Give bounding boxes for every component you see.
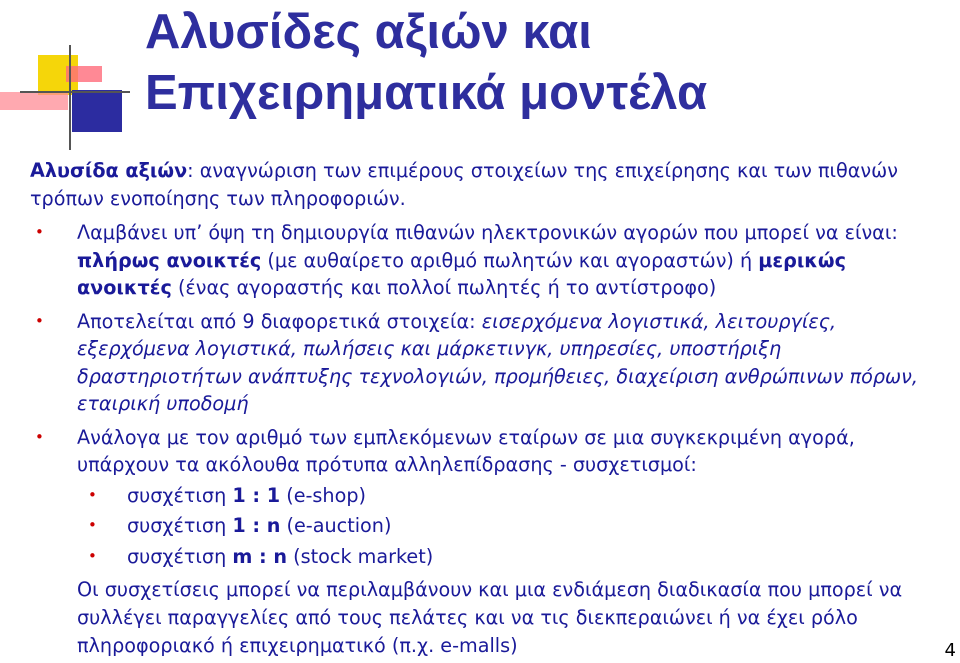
- bullet-bold: πλήρως ανοικτές: [77, 248, 262, 272]
- sub-bullet-relation: 1 : 1: [232, 483, 281, 507]
- sub-bullet-item: [77, 482, 945, 510]
- bullet-text: Ανάλογα με τον αριθμό των εμπλεκόμενων εταίρων σε μια συγκεκριμένη αγορά, υπάρχουν τα ακόλουθα πρότυπα αλληλεπίδρασης - συσχετισμοί:: [77, 425, 855, 476]
- closing-paragraph: Οι συσχετίσεις μπορεί να περιλαμβάνουν και μια ενδιάμεση διαδικασία που μπορεί να συλλέγει παραγγελίες από τους πελάτες και να τις διεκπεραιώνει ή να έχει ρόλο πληροφοριακό ή επιχειρηματικό (π.χ. e-malls): [77, 578, 903, 657]
- intro-term: Αλυσίδα αξιών: [30, 159, 188, 182]
- bullet-bold: μερικώς ανοικτές: [77, 248, 846, 299]
- sub-bullet-note: (stock market): [287, 544, 434, 568]
- slide-content: [30, 157, 945, 660]
- bullet-item-interaction-patterns: [30, 424, 945, 571]
- sub-bullet-relation: m : n: [232, 544, 288, 568]
- sub-bullet-label: συσχέτιση: [127, 514, 233, 537]
- bullet-item-components: [30, 308, 945, 418]
- bullet-text: (με αυθαίρετο αριθμό πωλητών και αγοραστών) ή: [261, 248, 759, 272]
- sub-bullet-note: (e-auction): [280, 514, 392, 537]
- bullet-text: Λαμβάνει υπ’ όψη τη δημιουργία πιθανών ηλεκτρονικών αγορών που μπορεί να είναι:: [77, 221, 898, 244]
- sub-bullet-label: συσχέτιση: [127, 544, 233, 568]
- page-number: 4: [944, 640, 956, 661]
- title-line-1: Αλυσίδες αξιών και: [145, 5, 592, 59]
- bullet-list: [30, 219, 945, 570]
- title-line-2: Επιχειρηματικά μοντέλα: [145, 66, 708, 120]
- bullet-text: (ένας αγοραστής και πολλοί πωλητές ή το αντίστροφο): [171, 276, 717, 299]
- intro-paragraph: [30, 157, 945, 213]
- decorative-squares-logo: [0, 0, 150, 150]
- page-title: [145, 2, 945, 124]
- bullet-italic: εισερχόμενα λογιστικά, λειτουργίες, εξερχόμενα λογιστικά, πωλήσεις και μάρκετινγκ, υπηρεσίες, υποστήριξη δραστηριοτήτων ανάπτυξης τεχνολογιών, προμήθειες, διαχείριση ανθρώπινων πόρων, εταιρική υποδομή: [77, 309, 918, 415]
- sub-bullet-label: συσχέτιση: [127, 483, 233, 507]
- bullet-item-market-types: [30, 219, 945, 302]
- bullet-text: Αποτελείται από 9 διαφορετικά στοιχεία:: [77, 309, 482, 333]
- sub-bullet-item: [77, 512, 945, 540]
- intro-text: : αναγνώριση των επιμέρους στοιχείων της επιχείρησης και των πιθανών τρόπων ενοποίησης των πληροφοριών.: [30, 159, 898, 210]
- sub-bullet-relation: 1 : n: [232, 514, 281, 537]
- sub-bullet-item: [77, 543, 945, 571]
- sub-bullet-list: [77, 482, 945, 571]
- sub-bullet-note: (e-shop): [280, 483, 366, 507]
